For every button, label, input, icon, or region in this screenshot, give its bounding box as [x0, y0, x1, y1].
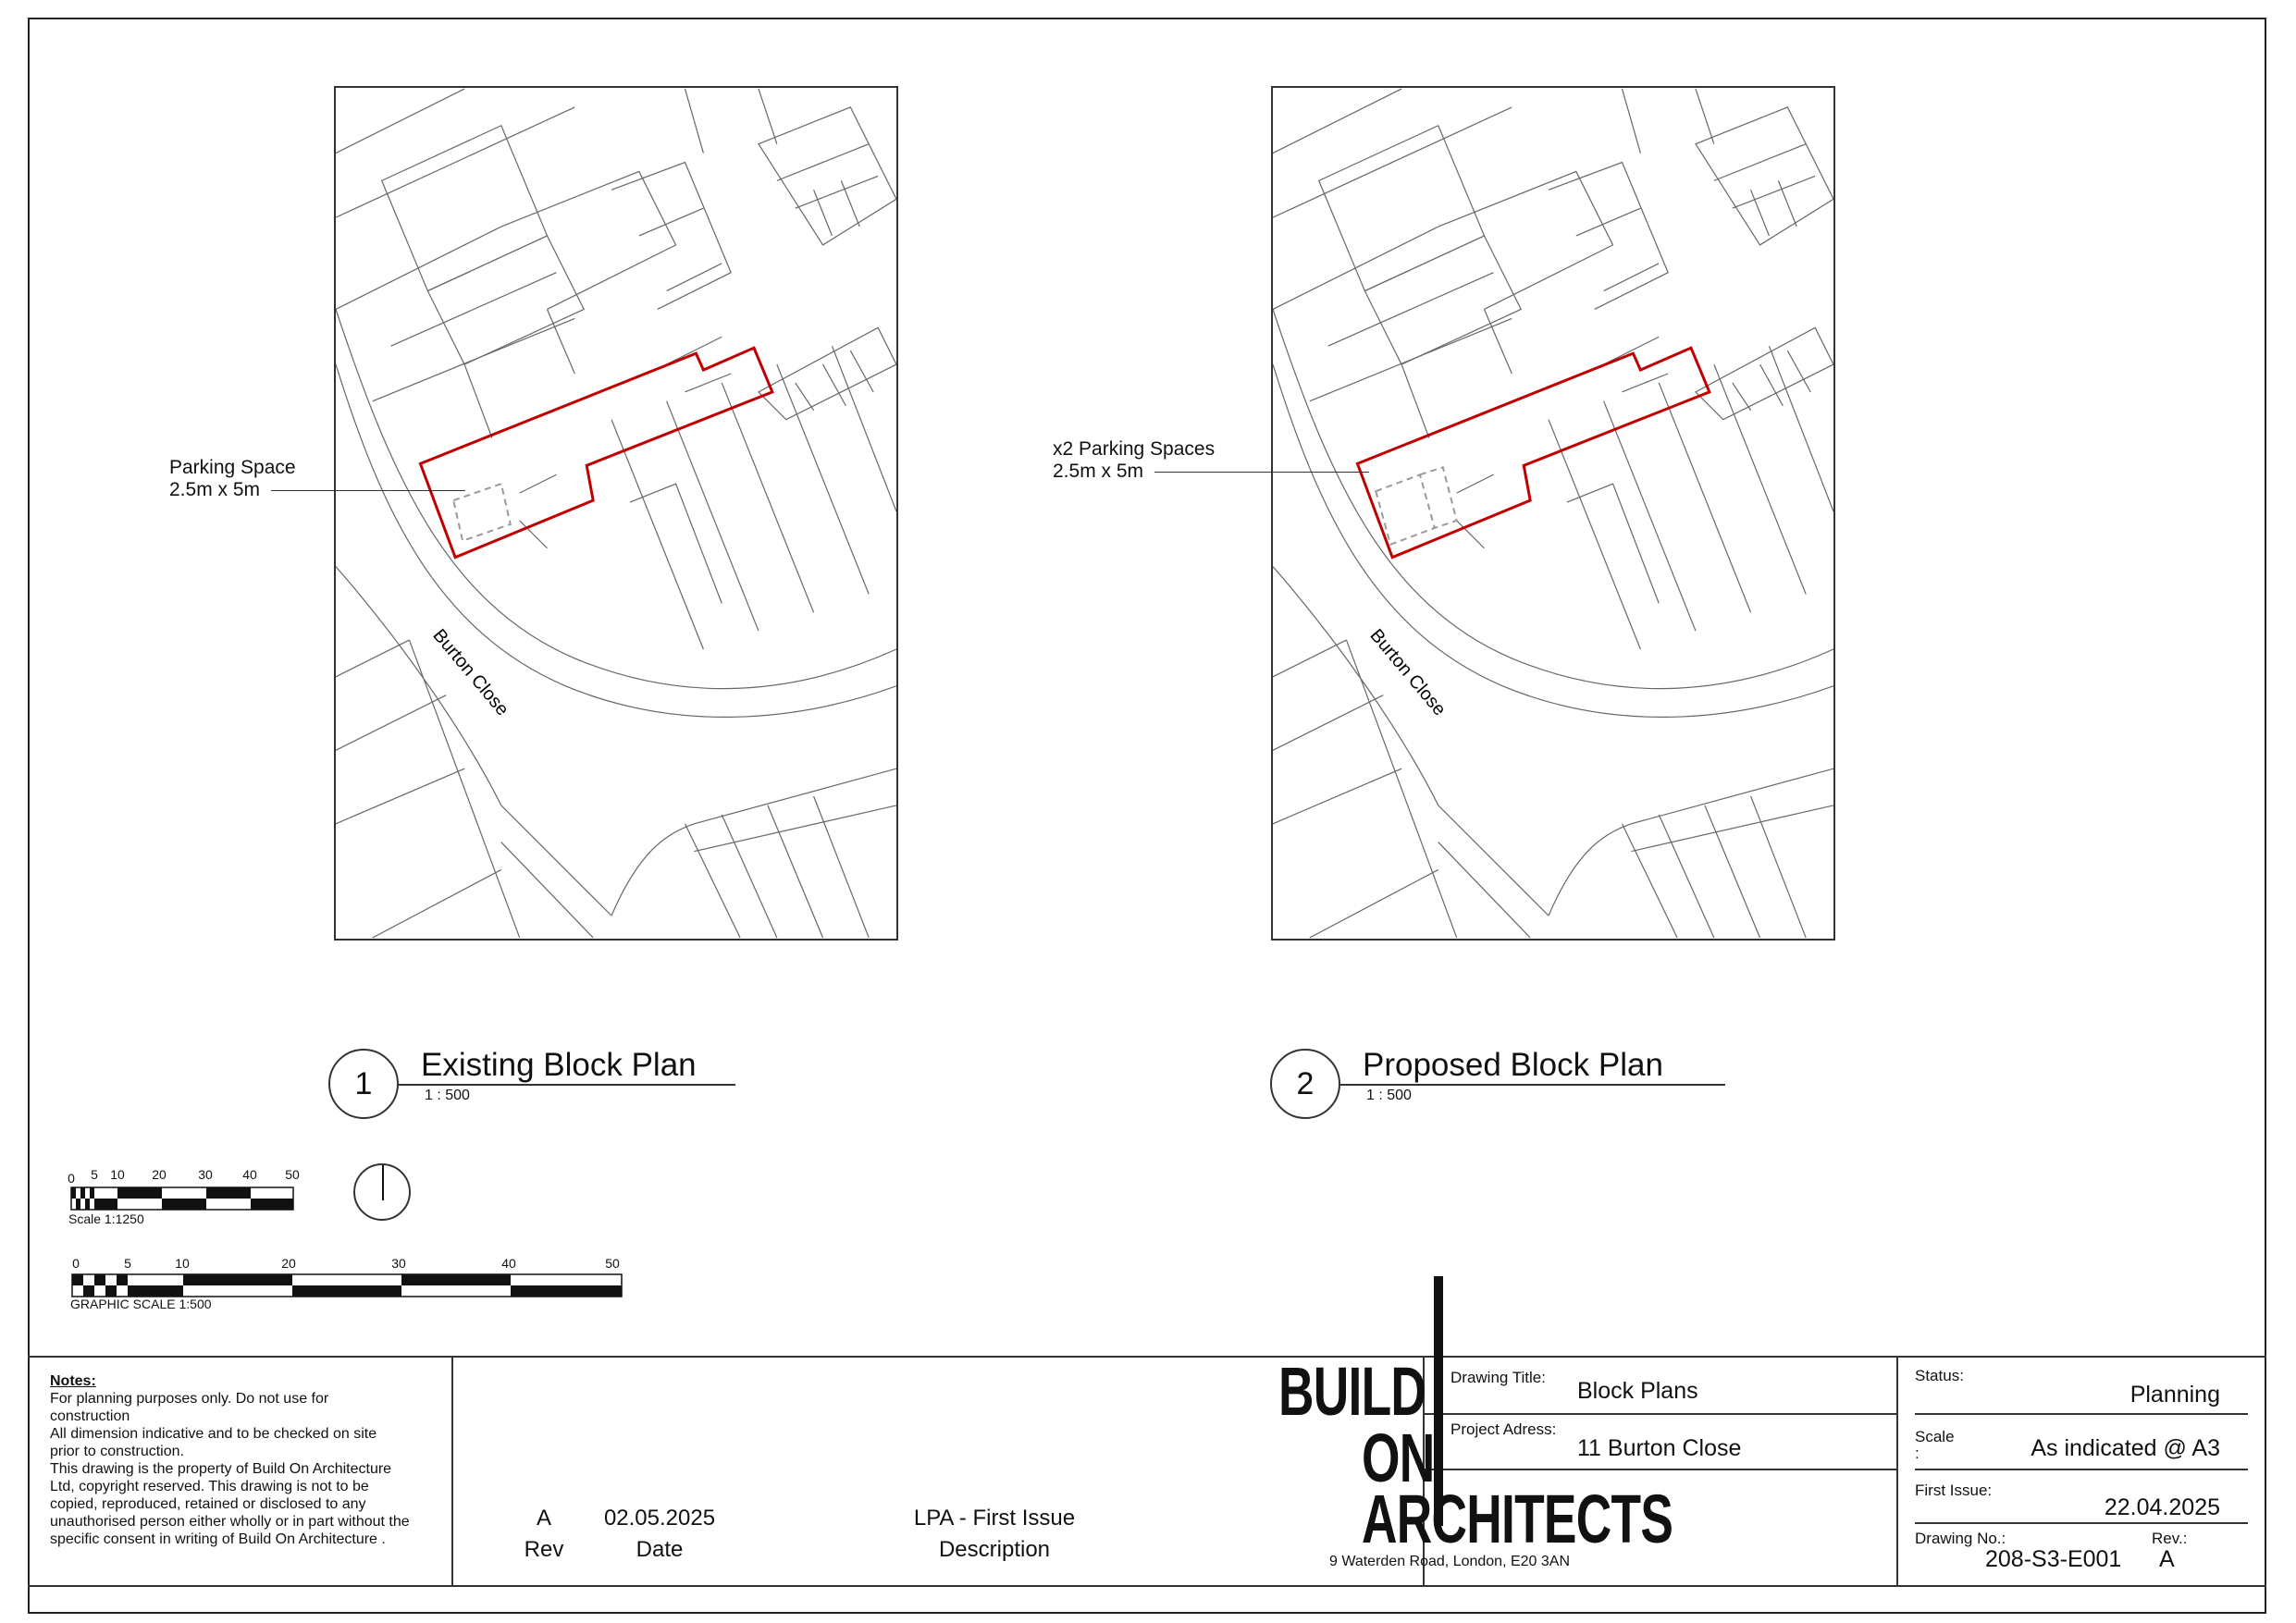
- scale-tick: 50: [605, 1256, 620, 1271]
- callout-line1: Parking Space: [169, 457, 296, 478]
- view-scale: 1 : 500: [425, 1088, 470, 1103]
- scale-tick: 40: [501, 1256, 516, 1271]
- proposed-site-map: [1273, 88, 1833, 939]
- notes-line: specific consent in writing of Build On Architecture .: [50, 1531, 386, 1547]
- drawing-title: Block Plans: [1577, 1378, 1698, 1404]
- notes-line: prior to construction.: [50, 1444, 184, 1459]
- logo-line1: BUILD: [1278, 1353, 1426, 1430]
- scale-tick: 0: [68, 1171, 75, 1186]
- callout-line2: 2.5m x 5m: [169, 479, 261, 500]
- existing-parking-callout: [169, 457, 296, 501]
- company-address: 9 Waterden Road, London, E20 3AN: [1328, 1554, 1571, 1569]
- rev-label: Rev.:: [2152, 1530, 2188, 1547]
- view-title-underline: [1340, 1084, 1725, 1086]
- scale: As indicated @ A3: [2031, 1435, 2220, 1461]
- divider: [1915, 1522, 2248, 1524]
- scale-caption: GRAPHIC SCALE 1:500: [70, 1297, 212, 1311]
- drawing-no-label: Drawing No.:: [1915, 1530, 2006, 1547]
- scale-tick: 10: [110, 1167, 125, 1182]
- notes-heading: Notes:: [50, 1373, 96, 1389]
- callout-line1: x2 Parking Spaces: [1053, 438, 1216, 460]
- scale-tick: 0: [72, 1256, 80, 1271]
- scale-tick: 10: [175, 1256, 190, 1271]
- notes-line: For planning purposes only. Do not use for: [50, 1391, 329, 1407]
- notes: [50, 1372, 438, 1548]
- scale-tick: 50: [285, 1167, 300, 1182]
- proposed-callout-leader: [1154, 472, 1369, 473]
- view-title-underline: [399, 1084, 735, 1086]
- scale-tick: 5: [91, 1167, 98, 1182]
- existing-site-map: [336, 88, 896, 939]
- logo-line3: ARCHITECTS: [1362, 1481, 1673, 1557]
- project-address: 11 Burton Close: [1577, 1435, 1742, 1461]
- scale-label-colon: :: [1915, 1445, 1920, 1462]
- view-number-circle: 1: [328, 1049, 399, 1119]
- scale-label: Scale: [1915, 1428, 1955, 1445]
- existing-callout-leader: [271, 490, 465, 491]
- notes-line: Ltd, copyright reserved. This drawing is not to be: [50, 1479, 369, 1494]
- divider: [451, 1358, 453, 1587]
- existing-block-plan-drawing: [334, 86, 898, 941]
- street-label: Burton Close: [428, 625, 513, 720]
- first-issue: 22.04.2025: [2104, 1494, 2220, 1520]
- scale-tick: 30: [198, 1167, 213, 1182]
- scale-tick: 5: [124, 1256, 131, 1271]
- revision-description: LPA - First Issue: [913, 1506, 1076, 1531]
- divider: [1915, 1413, 2248, 1415]
- view-scale: 1 : 500: [1366, 1088, 1412, 1103]
- revision-date-header: Date: [636, 1537, 684, 1562]
- scale-tick: 30: [391, 1256, 406, 1271]
- divider: [1915, 1469, 2248, 1470]
- street-label: Burton Close: [1365, 625, 1450, 720]
- view-title-text: Existing Block Plan: [421, 1047, 697, 1083]
- divider: [1896, 1358, 1898, 1587]
- revision-description-header: Description: [938, 1537, 1051, 1562]
- title-block: [28, 1353, 2266, 1587]
- drawing-title-label: Drawing Title:: [1450, 1369, 1546, 1386]
- revision-rev-header: Rev: [524, 1537, 564, 1562]
- scale-bar-1250: [68, 1167, 309, 1226]
- status-label: Status:: [1915, 1367, 1964, 1384]
- callout-line2: 2.5m x 5m: [1053, 461, 1144, 482]
- proposed-block-plan-drawing: [1271, 86, 1835, 941]
- logo-line2: ON: [1362, 1420, 1435, 1496]
- scale-bar-500: [70, 1256, 625, 1311]
- notes-line: construction: [50, 1408, 130, 1424]
- revision-rev: A: [536, 1506, 552, 1531]
- drawing-no: 208-S3-E001: [1985, 1546, 2122, 1572]
- rev: A: [2159, 1546, 2175, 1572]
- view-title-text: Proposed Block Plan: [1363, 1047, 1663, 1083]
- project-address-label: Project Adress:: [1450, 1420, 1557, 1438]
- scale-tick: 20: [152, 1167, 167, 1182]
- first-issue-label: First Issue:: [1915, 1482, 1993, 1499]
- scale-caption: Scale 1:1250: [68, 1211, 144, 1226]
- notes-line: This drawing is the property of Build On Architecture: [50, 1461, 392, 1477]
- proposed-parking-callout: [1053, 438, 1215, 483]
- scale-tick: 40: [242, 1167, 257, 1182]
- scale-tick: 20: [281, 1256, 296, 1271]
- north-arrow-icon: [353, 1163, 411, 1221]
- view-number-circle: 2: [1270, 1049, 1340, 1119]
- revision-date: 02.05.2025: [603, 1506, 716, 1531]
- notes-line: unauthorised person either wholly or in part without the: [50, 1514, 410, 1530]
- status: Planning: [2129, 1382, 2220, 1408]
- notes-line: All dimension indicative and to be checked on site: [50, 1426, 377, 1442]
- notes-line: copied, reproduced, retained or disclosed to any: [50, 1496, 366, 1512]
